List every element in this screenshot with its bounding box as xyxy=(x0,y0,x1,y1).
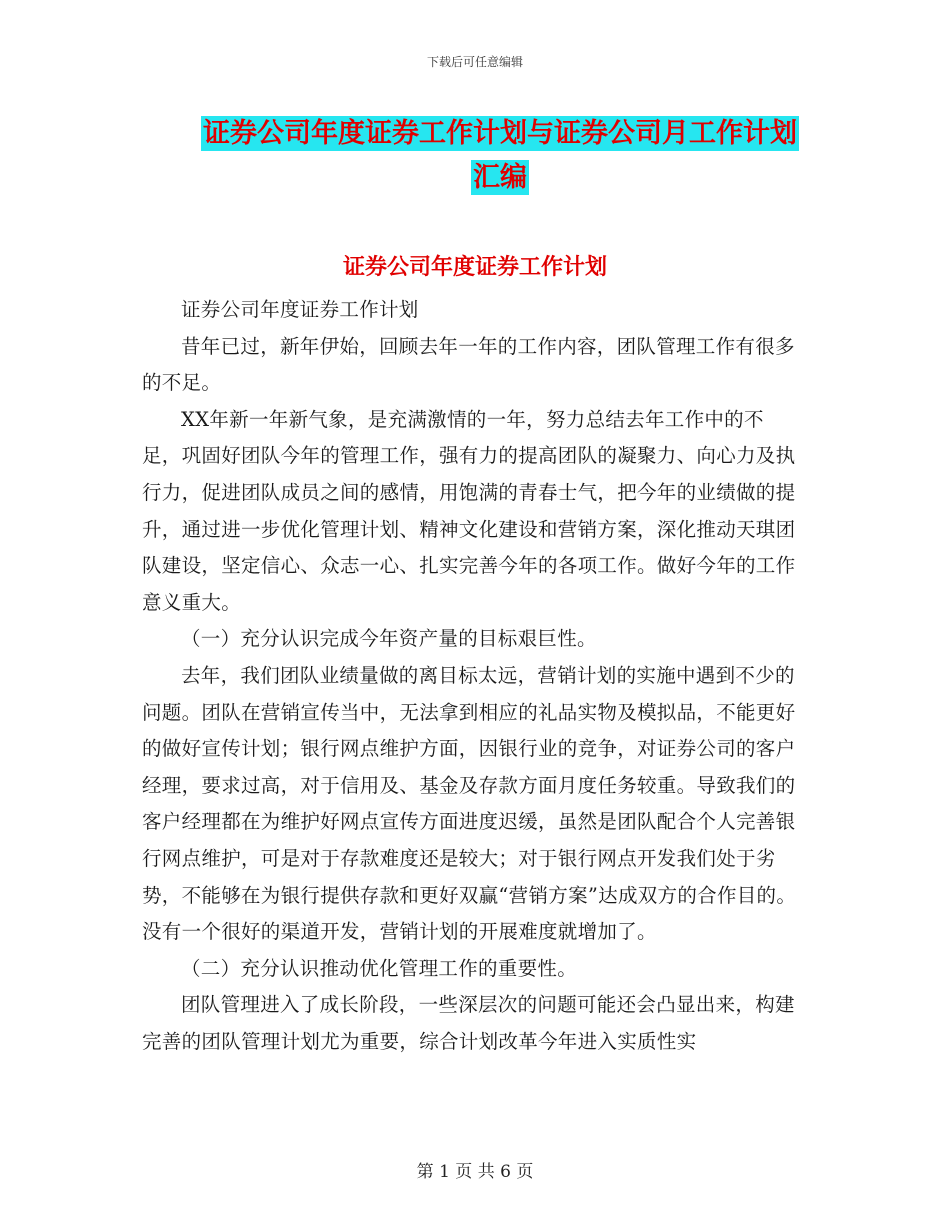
main-title-text: 证券公司年度证券工作计划与证券公司月工作计划汇编 xyxy=(203,118,797,193)
paragraph: 昔年已过，新年伊始，回顾去年一年的工作内容，团队管理工作有很多的不足。 xyxy=(142,334,795,395)
subheading: （一）充分认识完成今年资产量的目标艰巨性。 xyxy=(181,627,597,651)
paragraph: 证券公司年度证券工作计划 xyxy=(181,298,419,321)
main-title xyxy=(190,112,810,200)
paragraph: 团队管理进入了成长阶段，一些深层次的问题可能还会凸显出来，构建完善的团队管理计划尤为重要，综合计划改革今年进入实质性实 xyxy=(142,993,795,1053)
header-note: 下载后可任意编辑 xyxy=(426,55,523,69)
paragraph: XX年新一年新气象，是充满激情的一年，努力总结去年工作中的不足，巩固好团队今年的管理工作，强有力的提高团队的凝聚力、向心力及执行力，促进团队成员之间的感情，用饱满的青春士气，把今年的业绩做的提升，通过进一步优化管理计划、精神文化建设和营销方案，深化推动天琪团队建设，坚定信心、众志一心、扎实完善今年的各项工作。做好今年的工作意义重大。 xyxy=(142,407,796,614)
paragraph: 去年，我们团队业绩量做的离目标太远，营销计划的实施中遇到不少的问题。团队在营销宣传当中，无法拿到相应的礼品实物及模拟品，不能更好的做好宣传计划；银行网点维护方面，因银行业的竞争，对证券公司的客户经理，要求过高，对于信用及、基金及存款方面月度任务较重。导致我们的客户经理都在为维护好网点宣传方面进度迟缓，虽然是团队配合个人完善银行网点维护，可是对于存款难度还是较大；对于银行网点开发我们处于劣势，不能够在为银行提供存款和更好双赢“营销方案”达成双方的合作目的。没有一个很好的渠道开发，营销计划的开展难度就增加了。 xyxy=(142,663,797,944)
subheading: （二）充分认识推动优化管理工作的重要性。 xyxy=(181,956,578,980)
section-title: 证券公司年度证券工作计划 xyxy=(342,255,607,280)
page-footer: 第 1 页 共 6 页 xyxy=(416,1162,534,1182)
body-content xyxy=(142,292,802,1060)
